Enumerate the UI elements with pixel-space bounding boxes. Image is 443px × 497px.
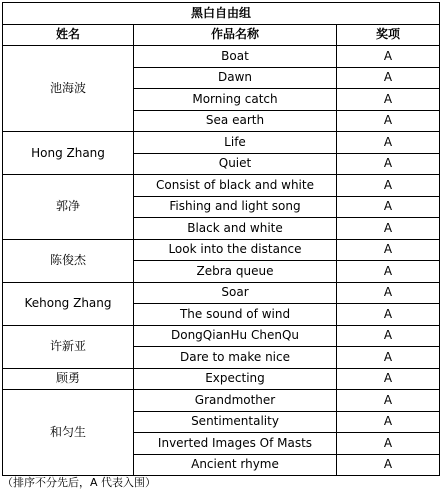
work-title: Sea earth	[134, 110, 337, 132]
work-title: The sound of wind	[134, 304, 337, 326]
work-title: Consist of black and white	[134, 175, 337, 197]
table-row	[3, 175, 440, 197]
work-title: Quiet	[134, 153, 337, 175]
work-title: Look into the distance	[134, 239, 337, 261]
column-header-work: 作品名称	[134, 24, 337, 46]
table-body	[3, 46, 440, 476]
work-title: Morning catch	[134, 89, 337, 111]
entrant-name: 陈俊杰	[3, 239, 134, 282]
award-value: A	[337, 132, 440, 154]
award-value: A	[337, 261, 440, 283]
entrant-name: 池海波	[3, 46, 134, 132]
entrant-name: Kehong Zhang	[3, 282, 134, 325]
award-value: A	[337, 368, 440, 390]
award-value: A	[337, 325, 440, 347]
work-title: Boat	[134, 46, 337, 68]
table-row	[3, 390, 440, 412]
table-row	[3, 239, 440, 261]
award-value: A	[337, 411, 440, 433]
work-title: Black and white	[134, 218, 337, 240]
work-title: Fishing and light song	[134, 196, 337, 218]
footnote: （排序不分先后，A 代表入围）	[2, 476, 157, 489]
award-value: A	[337, 218, 440, 240]
work-title: Life	[134, 132, 337, 154]
award-value: A	[337, 454, 440, 476]
entrant-name: 顾勇	[3, 368, 134, 390]
award-value: A	[337, 153, 440, 175]
award-value: A	[337, 67, 440, 89]
entrant-name: 郭净	[3, 175, 134, 240]
entrant-name: Hong Zhang	[3, 132, 134, 175]
column-header-award: 奖项	[337, 24, 440, 46]
work-title: Soar	[134, 282, 337, 304]
work-title: Zebra queue	[134, 261, 337, 283]
award-value: A	[337, 390, 440, 412]
table-row	[3, 132, 440, 154]
award-value: A	[337, 89, 440, 111]
table-row	[3, 325, 440, 347]
table-row	[3, 282, 440, 304]
column-header-name: 姓名	[3, 24, 134, 46]
work-title: Sentimentality	[134, 411, 337, 433]
table-row	[3, 368, 440, 390]
award-value: A	[337, 110, 440, 132]
entrant-name: 许新亚	[3, 325, 134, 368]
results-table	[2, 2, 440, 476]
award-value: A	[337, 239, 440, 261]
work-title: DongQianHu ChenQu	[134, 325, 337, 347]
work-title: Grandmother	[134, 390, 337, 412]
award-value: A	[337, 433, 440, 455]
award-value: A	[337, 196, 440, 218]
work-title: Inverted Images Of Masts	[134, 433, 337, 455]
work-title: Ancient rhyme	[134, 454, 337, 476]
award-value: A	[337, 304, 440, 326]
header-row	[3, 24, 440, 46]
award-value: A	[337, 175, 440, 197]
award-value: A	[337, 46, 440, 68]
entrant-name: 和匀生	[3, 390, 134, 476]
title-row	[3, 3, 440, 25]
table-row	[3, 46, 440, 68]
table-title: 黑白自由组	[3, 3, 440, 25]
work-title: Dare to make nice	[134, 347, 337, 369]
work-title: Dawn	[134, 67, 337, 89]
work-title: Expecting	[134, 368, 337, 390]
award-value: A	[337, 347, 440, 369]
award-value: A	[337, 282, 440, 304]
